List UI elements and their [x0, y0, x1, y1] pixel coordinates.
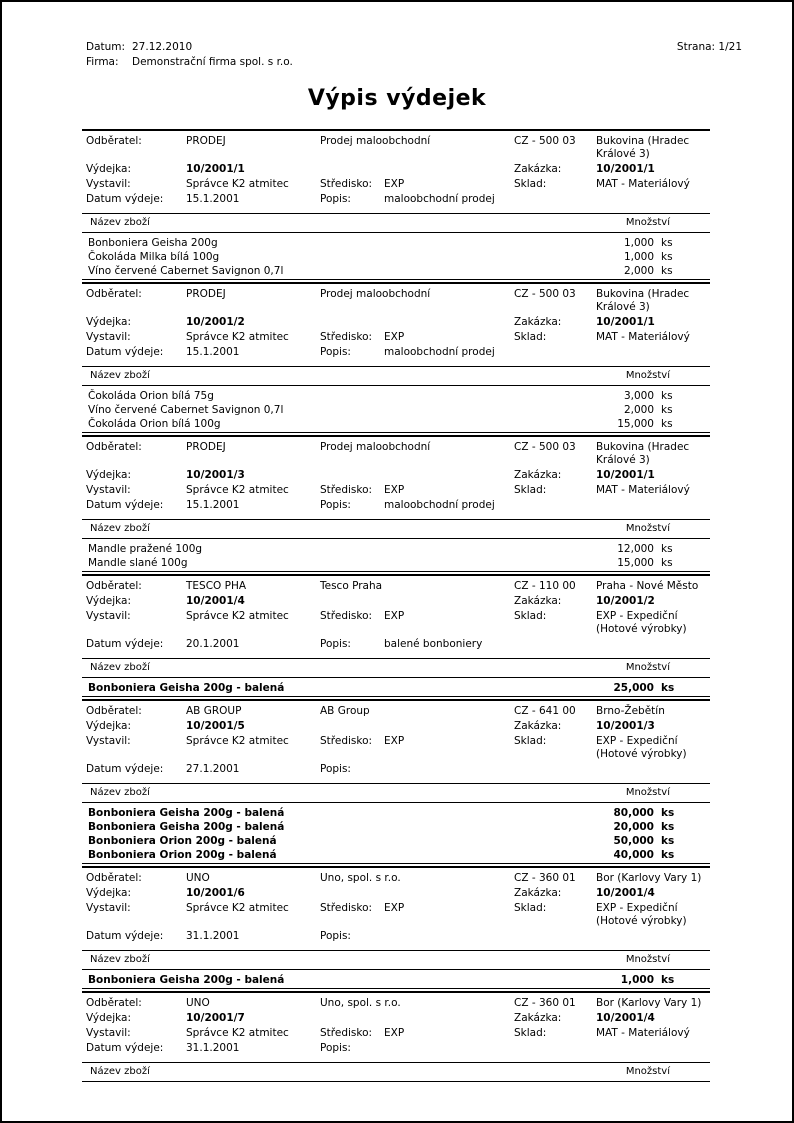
issue-date-row	[86, 763, 710, 776]
issued-by-value: Správce K2 atmitec	[186, 484, 289, 496]
centre-label: Středisko:	[320, 902, 373, 914]
centre-value: EXP	[384, 331, 405, 343]
customer-label: Odběratel:	[86, 288, 142, 300]
item-unit: ks	[661, 821, 675, 833]
item-row	[82, 542, 710, 556]
company-row	[86, 55, 293, 70]
customer-row	[86, 872, 710, 885]
item-name: Víno červené Cabernet Savignon 0,7l	[88, 404, 284, 416]
item-row	[82, 236, 710, 250]
quantity-column-label: Množství	[625, 787, 670, 798]
items-column-header	[82, 1062, 710, 1082]
centre-value: EXP	[384, 902, 405, 914]
item-unit: ks	[661, 390, 673, 402]
order-label: Zakázka:	[514, 163, 562, 175]
customer-city: Brno-Žebětín	[596, 705, 665, 717]
issued-by-label: Vystavil:	[86, 735, 131, 747]
item-unit: ks	[661, 557, 673, 569]
description-value: maloobchodní prodej	[384, 193, 495, 205]
customer-name: Tesco Praha	[320, 580, 383, 592]
item-row	[82, 403, 710, 417]
item-quantity: 2,000	[623, 265, 654, 277]
item-quantity: 40,000	[613, 849, 654, 861]
quantity-column-label: Množství	[625, 523, 670, 534]
description-value	[384, 930, 710, 943]
item-quantity: 25,000	[613, 682, 654, 694]
goods-name-column-label: Název zboží	[90, 787, 150, 798]
customer-name: AB Group	[320, 705, 370, 717]
issue-record-header	[82, 284, 710, 366]
description-value: maloobchodní prodej	[384, 499, 495, 511]
item-name: Čokoláda Orion bílá 100g	[88, 418, 221, 430]
item-quantity: 20,000	[613, 821, 654, 833]
order-number: 10/2001/3	[596, 720, 655, 732]
customer-name: Uno, spol. s r.o.	[320, 872, 401, 884]
issue-record-header	[82, 868, 710, 950]
description-label: Popis:	[320, 930, 351, 942]
warehouse-label: Sklad:	[514, 610, 547, 622]
quantity-column-label: Množství	[625, 954, 670, 965]
warehouse-label: Sklad:	[514, 331, 547, 343]
customer-code: PRODEJ	[186, 288, 226, 300]
issue-label: Výdejka:	[86, 316, 132, 328]
issued-by-row	[86, 735, 710, 761]
issue-number: 10/2001/5	[186, 720, 245, 732]
item-unit: ks	[661, 265, 673, 277]
order-number: 10/2001/1	[596, 163, 655, 175]
date-label: Datum:	[86, 41, 126, 53]
description-value	[384, 1042, 710, 1055]
issue-date-value: 31.1.2001	[186, 930, 240, 942]
description-value: balené bonboniery	[384, 638, 483, 650]
customer-row	[86, 135, 710, 161]
order-label: Zakázka:	[514, 469, 562, 481]
issued-by-label: Vystavil:	[86, 331, 131, 343]
warehouse-label: Sklad:	[514, 902, 547, 914]
issue-record	[82, 991, 710, 1084]
warehouse-value: MAT - Materiálový	[596, 331, 690, 343]
order-number: 10/2001/4	[596, 887, 655, 899]
items-column-header	[82, 366, 710, 386]
page-header-left	[86, 40, 293, 70]
issue-number: 10/2001/4	[186, 595, 245, 607]
issue-row	[86, 595, 710, 608]
issue-date-value: 31.1.2001	[186, 1042, 240, 1054]
centre-value: EXP	[384, 610, 405, 622]
items-column-header	[82, 519, 710, 539]
customer-city: Praha - Nové Město	[596, 580, 699, 592]
issue-record	[82, 699, 710, 866]
issued-by-label: Vystavil:	[86, 902, 131, 914]
warehouse-value: MAT - Materiálový	[596, 484, 690, 496]
customer-city: Bukovina (Hradec Králové 3)	[596, 441, 690, 466]
goods-name-column-label: Název zboží	[90, 523, 150, 534]
customer-row	[86, 705, 710, 718]
customer-label: Odběratel:	[86, 441, 142, 453]
issue-date-value: 27.1.2001	[186, 763, 240, 775]
item-row	[82, 834, 710, 848]
issue-number: 10/2001/1	[186, 163, 245, 175]
warehouse-value: EXP - Expediční (Hotové výrobky)	[596, 902, 687, 927]
issue-date-row	[86, 930, 710, 943]
quantity-column-label: Množství	[625, 217, 670, 228]
issued-by-label: Vystavil:	[86, 610, 131, 622]
issue-record-header	[82, 576, 710, 658]
issue-record-header	[82, 993, 710, 1062]
description-value	[384, 763, 710, 776]
centre-label: Středisko:	[320, 735, 373, 747]
issued-by-row	[86, 902, 710, 928]
issue-number: 10/2001/7	[186, 1012, 245, 1024]
issue-date-value: 20.1.2001	[186, 638, 240, 650]
centre-label: Středisko:	[320, 1027, 373, 1039]
issue-record-header	[82, 437, 710, 519]
centre-value: EXP	[384, 735, 405, 747]
customer-label: Odběratel:	[86, 580, 142, 592]
issue-date-value: 15.1.2001	[186, 346, 240, 358]
customer-row	[86, 997, 710, 1010]
issue-number: 10/2001/2	[186, 316, 245, 328]
item-row	[82, 389, 710, 403]
customer-code: UNO	[186, 872, 210, 884]
issue-record	[82, 866, 710, 991]
customer-name: Uno, spol. s r.o.	[320, 997, 401, 1009]
item-unit: ks	[661, 974, 675, 986]
customer-code: AB GROUP	[186, 705, 242, 717]
customer-zip: CZ - 641 00	[514, 705, 576, 717]
customer-row	[86, 288, 710, 314]
customer-label: Odběratel:	[86, 705, 142, 717]
items-column-header	[82, 658, 710, 678]
issue-number: 10/2001/6	[186, 887, 245, 899]
customer-city: Bor (Karlovy Vary 1)	[596, 997, 702, 1009]
company-value: Demonstrační firma spol. s r.o.	[132, 56, 293, 68]
order-number: 10/2001/1	[596, 469, 655, 481]
items-list	[82, 386, 710, 433]
items-list	[82, 970, 710, 989]
customer-code: UNO	[186, 997, 210, 1009]
item-name: Čokoláda Orion bílá 75g	[88, 390, 214, 402]
items-column-header	[82, 783, 710, 803]
issue-date-row	[86, 1042, 710, 1055]
item-unit: ks	[661, 835, 675, 847]
item-name: Čokoláda Milka bílá 100g	[88, 251, 220, 263]
page-number: Strana: 1/21	[676, 41, 742, 53]
item-row	[82, 264, 710, 278]
customer-code: TESCO PHA	[186, 580, 247, 592]
issue-row	[86, 316, 710, 329]
item-quantity: 1,000	[623, 237, 654, 249]
customer-code: PRODEJ	[186, 441, 226, 453]
goods-name-column-label: Název zboží	[90, 1066, 150, 1077]
issue-date-label: Datum výdeje:	[86, 499, 164, 511]
issue-date-label: Datum výdeje:	[86, 193, 164, 205]
warehouse-label: Sklad:	[514, 1027, 547, 1039]
quantity-column-label: Množství	[625, 1066, 670, 1077]
item-row	[82, 848, 710, 862]
centre-label: Středisko:	[320, 178, 373, 190]
date-value: 27.12.2010	[132, 41, 193, 53]
issued-by-value: Správce K2 atmitec	[186, 610, 289, 622]
report-title: Výpis výdejek	[307, 86, 487, 111]
items-list	[82, 233, 710, 280]
customer-row	[86, 580, 710, 593]
items-list	[82, 803, 710, 864]
customer-row	[86, 441, 710, 467]
warehouse-value: MAT - Materiálový	[596, 178, 690, 190]
issued-by-row	[86, 331, 710, 344]
issue-record	[82, 129, 710, 282]
centre-value: EXP	[384, 484, 405, 496]
item-name: Bonboniera Orion 200g - balená	[88, 849, 277, 861]
item-quantity: 3,000	[623, 390, 654, 402]
issued-by-row	[86, 1027, 710, 1040]
issued-by-label: Vystavil:	[86, 178, 131, 190]
issue-date-label: Datum výdeje:	[86, 930, 164, 942]
issue-label: Výdejka:	[86, 887, 132, 899]
goods-name-column-label: Název zboží	[90, 370, 150, 381]
goods-name-column-label: Název zboží	[90, 954, 150, 965]
customer-name: Prodej maloobchodní	[320, 441, 431, 453]
issued-by-row	[86, 178, 710, 191]
issue-date-row	[86, 193, 710, 206]
item-unit: ks	[661, 404, 673, 416]
items-list	[82, 539, 710, 572]
item-quantity: 50,000	[613, 835, 654, 847]
issue-row	[86, 163, 710, 176]
issue-date-label: Datum výdeje:	[86, 638, 164, 650]
issue-date-value: 15.1.2001	[186, 193, 240, 205]
issue-label: Výdejka:	[86, 163, 132, 175]
order-label: Zakázka:	[514, 1012, 562, 1024]
item-unit: ks	[661, 807, 675, 819]
issued-by-row	[86, 484, 710, 497]
issue-label: Výdejka:	[86, 469, 132, 481]
centre-value: EXP	[384, 178, 405, 190]
warehouse-value: MAT - Materiálový	[596, 1027, 690, 1039]
item-quantity: 12,000	[617, 543, 654, 555]
issue-row	[86, 887, 710, 900]
centre-label: Středisko:	[320, 331, 373, 343]
centre-label: Středisko:	[320, 610, 373, 622]
item-quantity: 15,000	[617, 557, 654, 569]
customer-zip: CZ - 500 03	[514, 135, 576, 147]
issue-label: Výdejka:	[86, 1012, 132, 1024]
item-name: Bonboniera Orion 200g - balená	[88, 835, 277, 847]
customer-zip: CZ - 360 01	[514, 872, 576, 884]
item-row	[82, 806, 710, 820]
description-label: Popis:	[320, 346, 351, 358]
issue-record-header	[82, 131, 710, 213]
warehouse-value: EXP - Expediční (Hotové výrobky)	[596, 610, 687, 635]
customer-zip: CZ - 500 03	[514, 288, 576, 300]
issue-date-row	[86, 499, 710, 512]
customer-code: PRODEJ	[186, 135, 226, 147]
issue-row	[86, 720, 710, 733]
centre-label: Středisko:	[320, 484, 373, 496]
issue-date-row	[86, 346, 710, 359]
items-list	[82, 678, 710, 697]
item-quantity: 1,000	[620, 974, 654, 986]
issued-by-value: Správce K2 atmitec	[186, 331, 289, 343]
quantity-column-label: Množství	[625, 370, 670, 381]
item-name: Bonboniera Geisha 200g	[88, 237, 218, 249]
issue-label: Výdejka:	[86, 595, 132, 607]
item-name: Mandle pražené 100g	[88, 543, 203, 555]
issue-records	[82, 129, 710, 1084]
description-label: Popis:	[320, 193, 351, 205]
item-name: Bonboniera Geisha 200g - balená	[88, 974, 285, 986]
order-label: Zakázka:	[514, 887, 562, 899]
order-label: Zakázka:	[514, 316, 562, 328]
issue-date-row	[86, 638, 710, 651]
item-row	[82, 417, 710, 431]
page-header	[86, 40, 742, 70]
issue-date-label: Datum výdeje:	[86, 346, 164, 358]
item-unit: ks	[661, 418, 673, 430]
warehouse-label: Sklad:	[514, 178, 547, 190]
issue-row	[86, 1012, 710, 1025]
item-quantity: 1,000	[623, 251, 654, 263]
quantity-column-label: Množství	[625, 662, 670, 673]
customer-zip: CZ - 360 01	[514, 997, 576, 1009]
issued-by-value: Správce K2 atmitec	[186, 902, 289, 914]
description-label: Popis:	[320, 1042, 351, 1054]
item-row	[82, 250, 710, 264]
order-number: 10/2001/4	[596, 1012, 655, 1024]
issued-by-label: Vystavil:	[86, 1027, 131, 1039]
item-unit: ks	[661, 543, 673, 555]
item-unit: ks	[661, 682, 675, 694]
issued-by-value: Správce K2 atmitec	[186, 1027, 289, 1039]
item-quantity: 2,000	[623, 404, 654, 416]
issued-by-row	[86, 610, 710, 636]
item-name: Víno červené Cabernet Savignon 0,7l	[88, 265, 284, 277]
customer-label: Odběratel:	[86, 997, 142, 1009]
issue-record	[82, 574, 710, 699]
order-number: 10/2001/2	[596, 595, 655, 607]
issue-record	[82, 435, 710, 574]
customer-label: Odběratel:	[86, 872, 142, 884]
issue-date-label: Datum výdeje:	[86, 763, 164, 775]
item-row	[82, 556, 710, 570]
item-row	[82, 973, 710, 987]
order-label: Zakázka:	[514, 595, 562, 607]
issue-record	[82, 282, 710, 435]
item-name: Mandle slané 100g	[88, 557, 188, 569]
description-label: Popis:	[320, 638, 351, 650]
description-value: maloobchodní prodej	[384, 346, 495, 358]
item-unit: ks	[661, 849, 675, 861]
warehouse-value: EXP - Expediční (Hotové výrobky)	[596, 735, 687, 760]
issue-date-value: 15.1.2001	[186, 499, 240, 511]
issued-by-value: Správce K2 atmitec	[186, 178, 289, 190]
item-quantity: 15,000	[617, 418, 654, 430]
description-label: Popis:	[320, 763, 351, 775]
item-unit: ks	[661, 251, 673, 263]
goods-name-column-label: Název zboží	[90, 217, 150, 228]
issue-record-header	[82, 701, 710, 783]
issue-number: 10/2001/3	[186, 469, 245, 481]
customer-zip: CZ - 110 00	[514, 580, 576, 592]
item-name: Bonboniera Geisha 200g - balená	[88, 682, 285, 694]
customer-city: Bor (Karlovy Vary 1)	[596, 872, 702, 884]
item-name: Bonboniera Geisha 200g - balená	[88, 821, 285, 833]
customer-name: Prodej maloobchodní	[320, 288, 431, 300]
goods-name-column-label: Název zboží	[90, 662, 150, 673]
warehouse-label: Sklad:	[514, 484, 547, 496]
issue-date-label: Datum výdeje:	[86, 1042, 164, 1054]
item-row	[82, 820, 710, 834]
company-label: Firma:	[86, 56, 119, 68]
issued-by-value: Správce K2 atmitec	[186, 735, 289, 747]
items-column-header	[82, 213, 710, 233]
item-row	[82, 681, 710, 695]
items-column-header	[82, 950, 710, 970]
item-quantity: 80,000	[613, 807, 654, 819]
issue-row	[86, 469, 710, 482]
customer-city: Bukovina (Hradec Králové 3)	[596, 288, 690, 313]
customer-zip: CZ - 500 03	[514, 441, 576, 453]
customer-city: Bukovina (Hradec Králové 3)	[596, 135, 690, 160]
item-unit: ks	[661, 237, 673, 249]
issued-by-label: Vystavil:	[86, 484, 131, 496]
customer-label: Odběratel:	[86, 135, 142, 147]
item-name: Bonboniera Geisha 200g - balená	[88, 807, 285, 819]
issue-label: Výdejka:	[86, 720, 132, 732]
warehouse-label: Sklad:	[514, 735, 547, 747]
centre-value: EXP	[384, 1027, 405, 1039]
order-number: 10/2001/1	[596, 316, 655, 328]
customer-name: Prodej maloobchodní	[320, 135, 431, 147]
date-row	[86, 40, 293, 55]
description-label: Popis:	[320, 499, 351, 511]
order-label: Zakázka:	[514, 720, 562, 732]
